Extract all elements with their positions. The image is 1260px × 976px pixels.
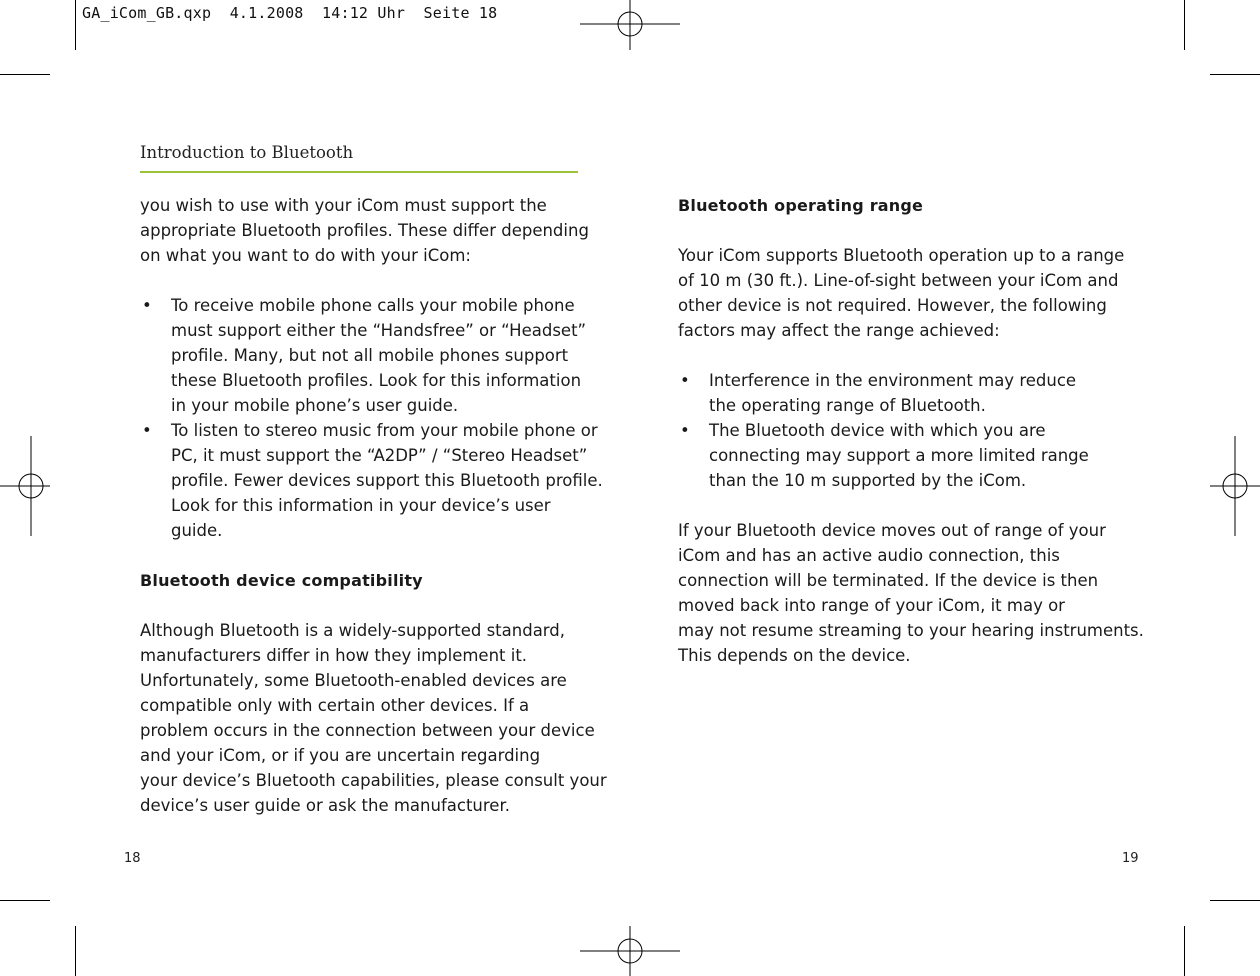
left-column <box>140 193 610 818</box>
text-line: If your Bluetooth device moves out of range of your <box>678 521 1106 540</box>
text-line: factors may affect the range achieved: <box>678 321 1000 340</box>
text-line: profile. Fewer devices support this Bluetooth profile. <box>171 471 603 490</box>
text-line: moved back into range of your iCom, it may or <box>678 596 1065 615</box>
text-line: compatible only with certain other devices. If a <box>140 696 530 715</box>
text-line: Look for this information in your device’s user <box>171 496 551 515</box>
range-heading: Bluetooth operating range <box>678 196 924 215</box>
registration-mark-right <box>1210 436 1260 536</box>
registration-mark-left <box>0 436 50 536</box>
crop-mark-bottom-right-horizontal <box>1210 900 1260 901</box>
text-line: connection will be terminated. If the device is then <box>678 571 1099 590</box>
text-line: guide. <box>171 521 223 540</box>
crop-mark-bottom-left-horizontal <box>0 900 50 901</box>
text-line: device’s user guide or ask the manufacturer. <box>140 796 510 815</box>
list-item <box>678 418 1148 493</box>
intro-paragraph <box>140 193 610 268</box>
bullet-icon: • <box>680 371 690 390</box>
crop-mark-top-right-vertical <box>1184 0 1185 50</box>
section-rule <box>140 171 578 173</box>
section-title: Introduction to Bluetooth <box>140 143 354 162</box>
text-line: problem occurs in the connection between your device <box>140 721 595 740</box>
text-line: these Bluetooth profiles. Look for this information <box>171 371 582 390</box>
crop-mark-bottom-right-vertical <box>1184 926 1185 976</box>
text-line: To receive mobile phone calls your mobile phone <box>171 296 575 315</box>
text-line: in your mobile phone’s user guide. <box>171 396 459 415</box>
text-line: may not resume streaming to your hearing instruments. <box>678 621 1144 640</box>
text-line: your device’s Bluetooth capabilities, please consult your <box>140 771 607 790</box>
bullet-icon: • <box>142 296 152 315</box>
text-line: This depends on the device. <box>678 646 911 665</box>
text-line: Unfortunately, some Bluetooth-enabled devices are <box>140 671 567 690</box>
text-line: Your iCom supports Bluetooth operation up to a range <box>678 246 1125 265</box>
text-line: PC, it must support the “A2DP” / “Stereo Headset” <box>171 446 588 465</box>
text-line: Although Bluetooth is a widely-supported standard, <box>140 621 566 640</box>
compatibility-paragraph <box>140 618 610 818</box>
right-column <box>678 193 1148 668</box>
text-line: than the 10 m supported by the iCom. <box>709 471 1027 490</box>
text-line: and your iCom, or if you are uncertain regarding <box>140 746 541 765</box>
file-slug: GA_iCom_GB.qxp 4.1.2008 14:12 Uhr Seite 18 <box>82 4 498 22</box>
crop-mark-top-left-horizontal <box>0 74 50 75</box>
text-line: profile. Many, but not all mobile phones support <box>171 346 569 365</box>
text-line: manufacturers differ in how they implement it. <box>140 646 528 665</box>
range-paragraph <box>678 243 1148 343</box>
crop-mark-bottom-left-vertical <box>75 926 76 976</box>
page-number-left: 18 <box>124 851 141 866</box>
bullet-icon: • <box>680 421 690 440</box>
list-item <box>140 293 610 418</box>
text-line: you wish to use with your iCom must support the <box>140 196 547 215</box>
list-item <box>678 368 1148 418</box>
bullet-icon: • <box>142 421 152 440</box>
registration-mark-bottom <box>580 926 680 976</box>
registration-mark-top <box>580 0 680 50</box>
crop-mark-top-right-horizontal <box>1210 74 1260 75</box>
text-line: the operating range of Bluetooth. <box>709 396 986 415</box>
text-line: other device is not required. However, the following <box>678 296 1107 315</box>
text-line: of 10 m (30 ft.). Line-of-sight between your iCom and <box>678 271 1119 290</box>
text-line: iCom and has an active audio connection, this <box>678 546 1060 565</box>
page-number-right: 19 <box>1122 851 1139 866</box>
crop-mark-top-left-vertical <box>75 0 76 50</box>
compatibility-heading: Bluetooth device compatibility <box>140 571 423 590</box>
out-of-range-paragraph <box>678 518 1148 668</box>
text-line: To listen to stereo music from your mobile phone or <box>171 421 598 440</box>
text-line: appropriate Bluetooth profiles. These differ depending <box>140 221 589 240</box>
text-line: connecting may support a more limited range <box>709 446 1089 465</box>
text-line: on what you want to do with your iCom: <box>140 246 471 265</box>
text-line: Interference in the environment may reduce <box>709 371 1077 390</box>
text-line: must support either the “Handsfree” or “Headset” <box>171 321 587 340</box>
text-line: The Bluetooth device with which you are <box>709 421 1046 440</box>
list-item <box>140 418 610 543</box>
